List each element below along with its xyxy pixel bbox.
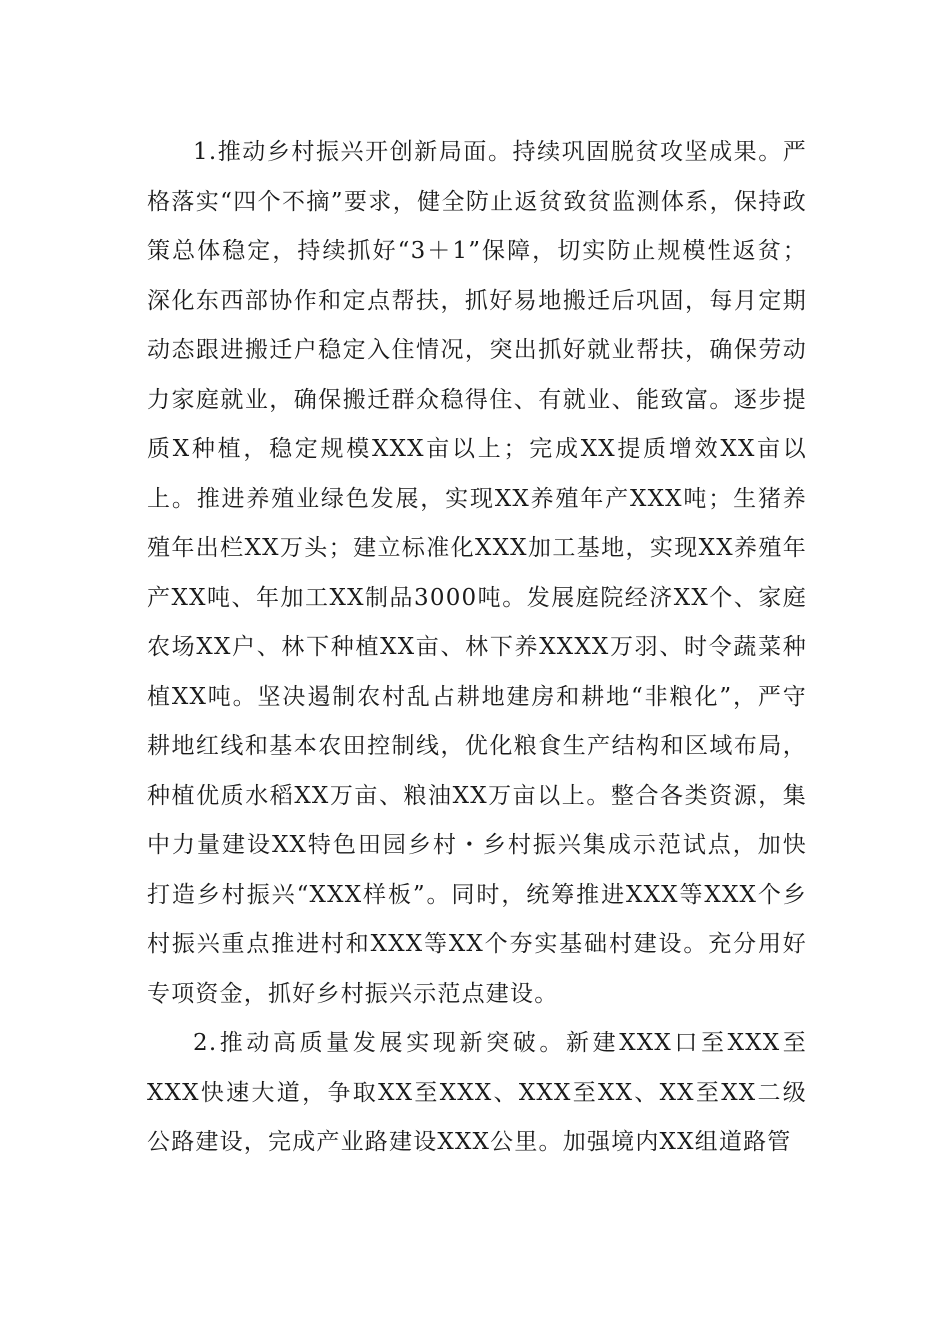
paragraph-rural-revitalization: 1.推动乡村振兴开创新局面。持续巩固脱贫攻坚成果。严格落实“四个不摘”要求，健全防止返贫致贫监测体系，保持政策总体稳定，持续抓好“3＋1”保障，切实防止规模性返贫；深化东西部协作和定点帮扶，抓好易地搬迁后巩固，每月定期动态跟进搬迁户稳定入住情况，突出抓好就业帮扶，确保劳动力家庭就业，确保搬迁群众稳得住、有就业、能致富。逐步提质X种植，稳定规模XXX亩以上；完成XX提质增效XX亩以上。推进养殖业绿色发展，实现XX养殖年产XXX吨；生猪养殖年出栏XX万头；建立标准化XXX加工基地，实现XX养殖年产XX吨、年加工XX制品3000吨。发展庭院经济XX个、家庭农场XX户、林下种植XX亩、林下养XXXX万羽、时令蔬菜种植XX吨。坚决遏制农村乱占耕地建房和耕地“非粮化”，严守耕地红线和基本农田控制线，优化粮食生产结构和区域布局，种植优质水稻XX万亩、粮油XX万亩以上。整合各类资源，集中力量建设XX特色田园乡村・乡村振兴集成示范试点，加快打造乡村振兴“XXX样板”。同时，统筹推进XXX等XXX个乡村振兴重点推进村和XXX等XX个夯实基础村建设。充分用好专项资金，抓好乡村振兴示范点建设。 (147, 139, 807, 1007)
paragraph-high-quality-development: 2.推动高质量发展实现新突破。新建XXX口至XXX至XXX快速大道，争取XX至XXX、XXX至XX、XX至XX二级公路建设，完成产业路建设XXX公里。加强境内XX组道路管 (147, 1030, 807, 1155)
document-body (147, 128, 807, 1168)
